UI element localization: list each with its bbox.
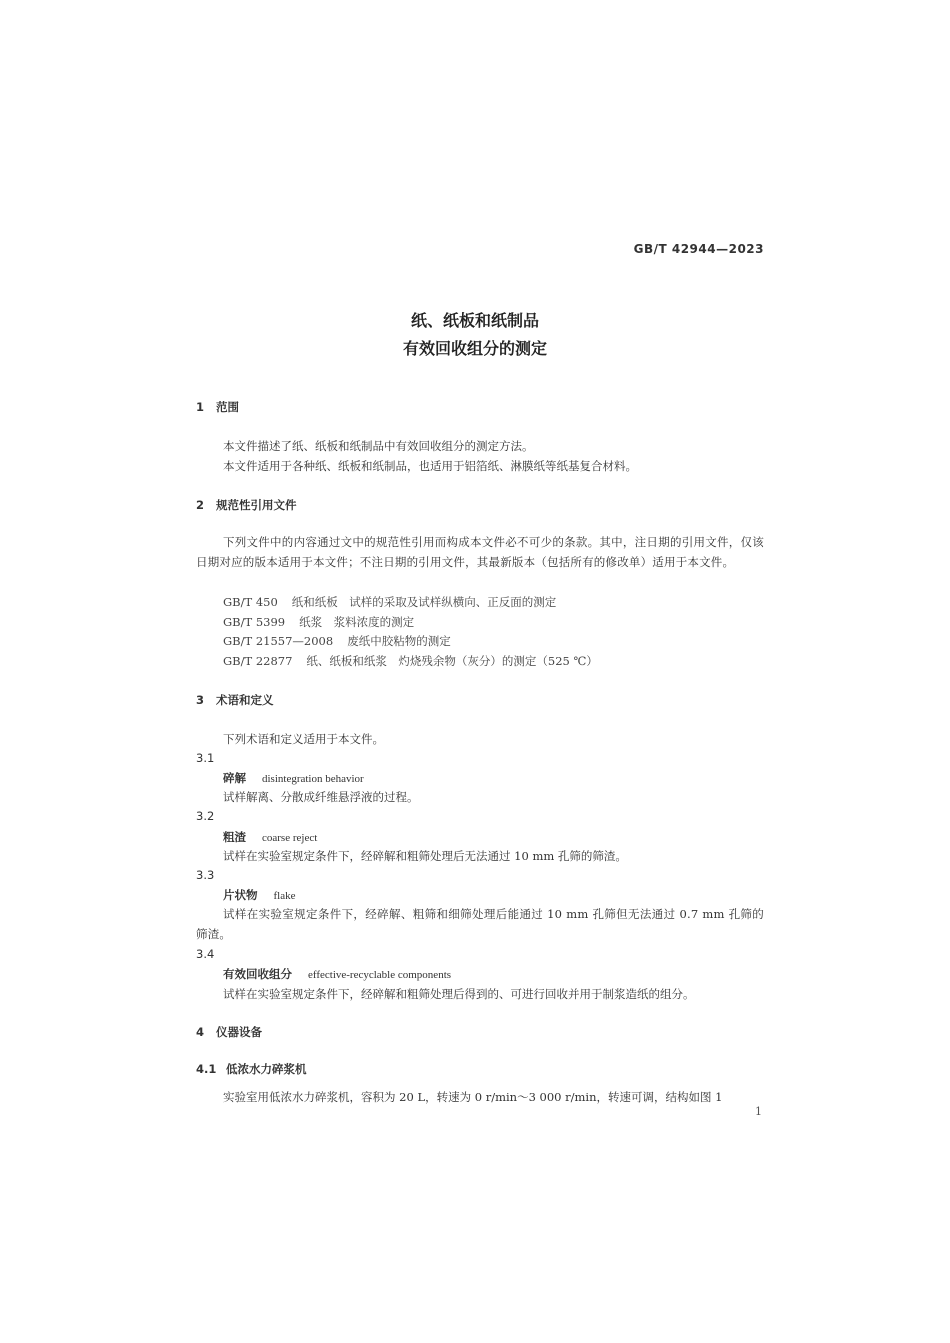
term-number: 3.2 — [196, 809, 215, 823]
term-entry — [223, 966, 451, 982]
reference-code: GB/T 5399 — [223, 615, 286, 629]
reference-title: 纸和纸板 试样的采取及试样纵横向、正反面的测定 — [291, 595, 557, 609]
reference-item — [223, 614, 414, 630]
references-intro: 下列文件中的内容通过文中的规范性引用而构成本文件必不可少的条款。其中，注日期的引用文件，仅该日期对应的版本适用于本文件；不注日期的引用文件，其最新版本（包括所有的修改单）适用于本文件。 — [196, 535, 764, 569]
section-number: 3 — [196, 693, 205, 707]
section-4-heading — [196, 1024, 262, 1040]
reference-item — [223, 653, 598, 669]
section-number: 2 — [196, 498, 205, 512]
term-definition: 试样解离、分散成纤维悬浮液的过程。 — [223, 790, 419, 804]
scope-paragraph-2: 本文件适用于各种纸、纸板和纸制品，也适用于铝箔纸、淋膜纸等纸基复合材料。 — [223, 459, 637, 473]
reference-code: GB/T 21557—2008 — [223, 634, 334, 648]
term-zh: 有效回收组分 — [223, 967, 292, 981]
reference-code: GB/T 450 — [223, 595, 278, 609]
subsection-title: 低浓水力碎浆机 — [226, 1062, 307, 1076]
section-number: 1 — [196, 400, 205, 414]
term-zh: 碎解 — [223, 771, 246, 785]
section-number: 4 — [196, 1025, 205, 1039]
term-definition: 试样在实验室规定条件下，经碎解、粗筛和细筛处理后能通过 10 mm 孔筛但无法通过 0.7 mm 孔筛的筛渣。 — [196, 907, 764, 941]
term-en: disintegration behavior — [262, 773, 364, 785]
subsection-number: 4.1 — [196, 1062, 217, 1076]
section-3-heading — [196, 692, 274, 708]
document-title-line1: 纸、纸板和纸制品 — [410, 311, 539, 330]
reference-title: 纸、纸板和纸浆 灼烧残余物（灰分）的测定（525 ℃） — [306, 654, 598, 668]
term-entry — [223, 887, 295, 903]
section-title: 范围 — [216, 400, 239, 414]
term-number: 3.4 — [196, 947, 215, 961]
terms-intro: 下列术语和定义适用于本文件。 — [223, 732, 384, 746]
section-2-heading — [196, 497, 297, 513]
term-en: flake — [273, 890, 296, 902]
reference-code: GB/T 22877 — [223, 654, 293, 668]
term-en: effective-recyclable components — [308, 969, 452, 981]
scope-paragraph-1: 本文件描述了纸、纸板和纸制品中有效回收组分的测定方法。 — [223, 439, 534, 453]
term-entry — [223, 829, 317, 845]
term-entry — [223, 770, 364, 786]
term-en: coarse reject — [262, 832, 318, 844]
reference-item — [223, 594, 556, 610]
term-zh: 粗渣 — [223, 830, 246, 844]
standard-code: GB/T 42944—2023 — [633, 242, 764, 256]
subsection-4-1-heading — [196, 1061, 307, 1077]
page-number: 1 — [755, 1105, 762, 1118]
section-1-heading — [196, 399, 239, 415]
reference-item — [223, 633, 451, 649]
term-zh: 片状物 — [223, 888, 258, 902]
term-definition: 试样在实验室规定条件下，经碎解和粗筛处理后无法通过 10 mm 孔筛的筛渣。 — [223, 849, 627, 863]
equipment-paragraph: 实验室用低浓水力碎浆机，容积为 20 L，转速为 0 r/min～3 000 r/min，转速可调，结构如图 1 — [223, 1090, 723, 1104]
section-title: 仪器设备 — [216, 1025, 262, 1039]
term-number: 3.3 — [196, 868, 215, 882]
document-title-line2: 有效回收组分的测定 — [402, 339, 547, 358]
reference-title: 废纸中胶粘物的测定 — [347, 634, 451, 648]
section-title: 规范性引用文件 — [216, 498, 297, 512]
reference-title: 纸浆 浆料浓度的测定 — [299, 615, 415, 629]
section-title: 术语和定义 — [216, 693, 274, 707]
term-number: 3.1 — [196, 751, 215, 765]
term-definition: 试样在实验室规定条件下，经碎解和粗筛处理后得到的、可进行回收并用于制浆造纸的组分。 — [223, 987, 695, 1001]
